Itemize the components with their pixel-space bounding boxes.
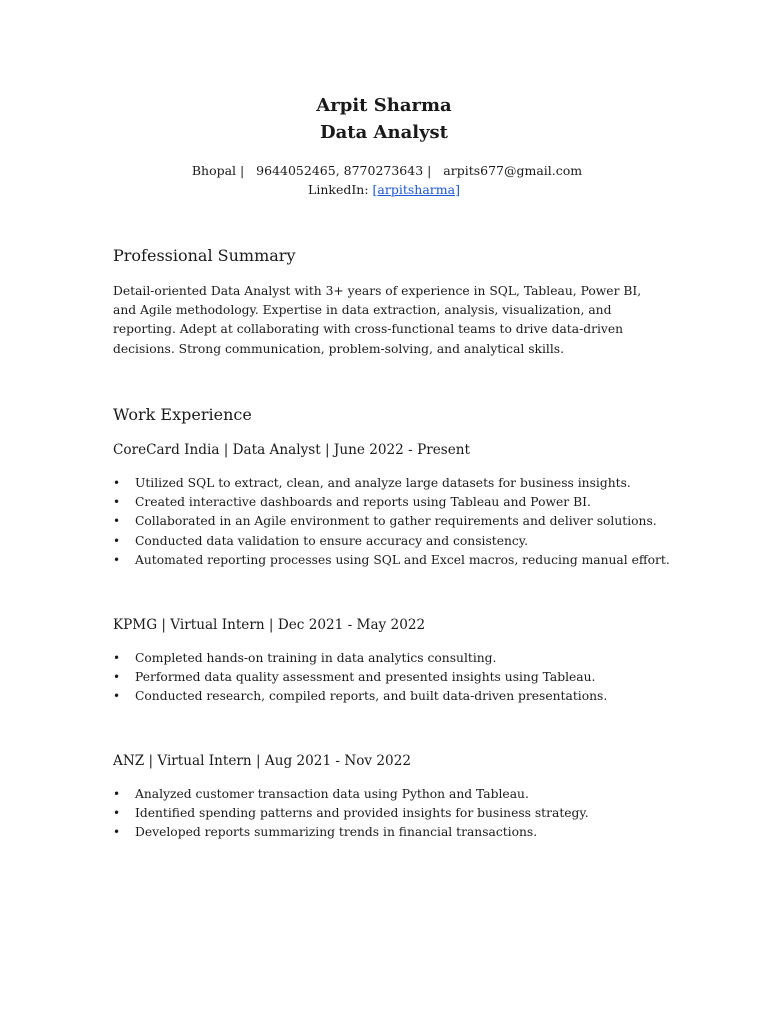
bullet-icon: • [113, 651, 121, 665]
bullet-text: Utilized SQL to extract, clean, and analyze large datasets for business insights. [135, 476, 631, 490]
contact-info: Bhopal | 9644052465, 8770273643 | arpits677@gmail.com [191, 163, 583, 178]
job-title-kpmg: KPMG | Virtual Intern | Dec 2021 - May 2022 [113, 617, 426, 633]
experience-heading: Work Experience [113, 405, 252, 424]
list-item [113, 668, 693, 687]
bullet-text: Completed hands-on training in data analytics consulting. [135, 651, 497, 665]
bullet-text: Analyzed customer transaction data using Python and Tableau. [135, 787, 529, 801]
summary-text: Detail-oriented Data Analyst with 3+ years of experience in SQL, Tableau, Power BI, and Agile methodology. Expertise in data extraction, analysis, visualization, and reporting. Adept at collaborating with cross-functional teams to drive data-driven decisions. Strong communication, problem-solving, and analytical skills. [113, 284, 642, 356]
bullet-icon: • [113, 476, 121, 490]
bullet-icon: • [113, 533, 121, 548]
job-bullets-corecard [113, 474, 693, 570]
bullet-text: Collaborated in an Agile environment to gather requirements and deliver solutions. [135, 514, 657, 529]
bullet-icon: • [113, 552, 121, 567]
linkedin-link[interactable]: [arpitsharma] [372, 182, 460, 197]
list-item [113, 532, 693, 551]
list-item [113, 551, 693, 570]
bullet-text: Conducted research, compiled reports, and built data-driven presentations. [135, 689, 608, 704]
summary-heading: Professional Summary [113, 246, 296, 265]
list-item [113, 493, 693, 512]
list-item [113, 804, 693, 823]
job-title-anz: ANZ | Virtual Intern | Aug 2021 - Nov 2022 [113, 753, 412, 769]
bullet-icon: • [113, 495, 121, 510]
job-title-corecard: CoreCard India | Data Analyst | June 2022 - Present [113, 442, 470, 458]
candidate-name: Arpit Sharma [316, 95, 452, 116]
list-item [113, 649, 693, 668]
bullet-icon: • [113, 825, 121, 840]
list-item [113, 512, 693, 531]
job-bullets-kpmg [113, 649, 693, 707]
linkedin-label: LinkedIn: [308, 182, 373, 197]
list-item [113, 687, 693, 706]
bullet-text: Developed reports summarizing trends in financial transactions. [135, 825, 538, 840]
job-bullets-anz [113, 785, 693, 843]
bullet-text: Identified spending patterns and provided insights for business strategy. [135, 806, 589, 821]
bullet-text: Created interactive dashboards and reports using Tableau and Power BI. [135, 495, 591, 510]
bullet-icon: • [113, 806, 121, 821]
linkedin-line [0, 181, 768, 198]
bullet-icon: • [113, 670, 121, 685]
bullet-icon: • [113, 787, 121, 801]
bullet-icon: • [113, 689, 121, 704]
candidate-role: Data Analyst [320, 122, 448, 143]
bullet-icon: • [113, 514, 121, 529]
bullet-text: Performed data quality assessment and presented insights using Tableau. [135, 670, 596, 685]
list-item [113, 785, 693, 804]
list-item [113, 823, 693, 842]
bullet-text: Conducted data validation to ensure accuracy and consistency. [135, 533, 529, 548]
bullet-text: Automated reporting processes using SQL and Excel macros, reducing manual effort. [135, 552, 670, 567]
list-item [113, 474, 693, 493]
